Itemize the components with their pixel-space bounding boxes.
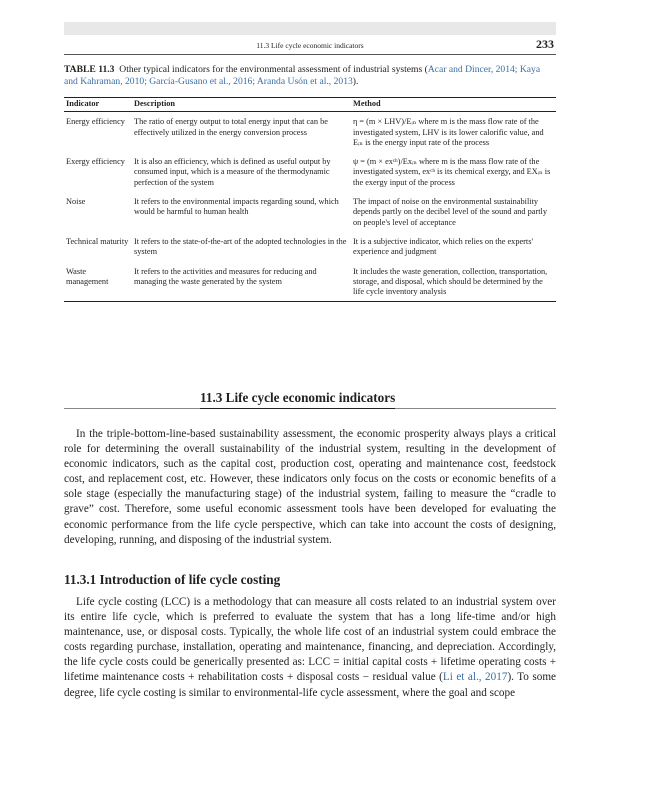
indicators-table [64, 97, 556, 302]
method-cell: It includes the waste generation, collection, transportation, storage, and disposal, which should be determined by the life cycle inventory analysis [351, 262, 556, 302]
caption-closing: ). [352, 75, 359, 87]
indicator-cell: Exergy efficiency [66, 157, 125, 167]
paragraph-citation[interactable]: Li et al., 2017 [442, 671, 508, 684]
running-title: 11.3 Life cycle economic indicators [256, 41, 364, 50]
table-row [64, 262, 556, 302]
body-paragraph-lcc [64, 595, 556, 701]
method-cell: It is a subjective indicator, which relies on the experts' experience and judgment [353, 236, 533, 257]
section-title: 11.3 Life cycle economic indicators [200, 390, 395, 409]
indicator-cell: Energy efficiency [66, 117, 125, 127]
indicator-cell: Waste management [64, 262, 132, 302]
description-cell: It refers to the activities and measures for reducing and managing the waste generated by the system [132, 262, 351, 302]
caption-citations[interactable]: Acar and Dincer, 2014; Kaya and Kahraman, 2010; García-Gusano et al., 2016; Aranda Usón et al., 2013 [64, 64, 541, 87]
method-cell: The impact of noise on the environmental sustainability depends partly on the decibel level of the sound and partly on people's level of acceptance [353, 197, 547, 227]
paragraph-text-end: ). To some degree, life cycle costing is similar to environmental-life cycle assessment, where the goal and scope [64, 671, 556, 699]
indicator-cell: Technical maturity [66, 236, 129, 246]
description-cell: The ratio of energy output to total energy input that can be effectively utilized in the energy conversion process [134, 117, 328, 137]
subsection-title: 11.3.1 Introduction of life cycle costing [64, 572, 281, 587]
page-number: 233 [536, 37, 554, 51]
running-header [64, 38, 556, 55]
method-cell: η = (m × LHV)/Eᵢₙ where m is the mass flow rate of the investigated system, LHV is its lower calorific value, and Eᵢₙ is the energy input rate of the process [353, 117, 544, 147]
description-cell: It refers to the environmental impacts regarding sound, which would be harmful to human health [134, 197, 339, 217]
table-label: TABLE 11.3 [64, 64, 115, 75]
body-paragraph: In the triple-bottom-line-based sustainability assessment, the economic prosperity always plays a critical role for determining the overall sustainability of the industrial system, resulting in the development of economic indicators, such as the capital cost, production cost, operating and maintenance cost, feedstock cost, and replacement cost, etc. However, these indicators only focus on the costs or economic benefits of a sole stage (especially the manufacturing stage) of the industrial system, failing to measure the “cradle to grave” cost. Therefore, some useful economic assessment tools have been developed for evaluating the economic performance from the life cycle perspective, which can take into account the costs of designing, developing, running, and disposing of the industrial system. [64, 428, 556, 546]
table-row [64, 232, 556, 262]
description-cell: It refers to the state-of-the-art of the adopted technologies in the system [134, 236, 347, 257]
method-cell: ψ = (m × exᶜʰ)/Exᵢₙ where m is the mass flow rate of the investigated system, exᶜʰ is its chemical exergy, and EXᵢₙ is the exergy input of the process [353, 157, 551, 187]
caption-text: Other typical indicators for the environmental assessment of industrial systems ( [119, 64, 428, 75]
table-caption [64, 64, 556, 87]
paragraph-text: Life cycle costing (LCC) is a methodology that can measure all costs related to an industrial system over its entire life cycle, which is preferred to evaluate the system that has a long life-time and/or high maintenance, use, or disposal costs. Typically, the whole life cost of an industrial system could embrace the costs regarding purchase, installation, operating and maintenance, financing, and depreciation. Accordingly, the life cycle costs could be generically presented as: LCC = initial capital costs + lifetime operating costs + lifetime maintenance costs + rehabilitation costs + disposal costs − residual value ( [64, 596, 556, 684]
header-method: Method [351, 98, 556, 112]
table-header-row [64, 98, 556, 112]
indicator-cell: Noise [66, 197, 86, 207]
header-indicator: Indicator [64, 98, 132, 112]
table-row [64, 112, 556, 152]
header-band [64, 22, 556, 35]
table-row [64, 152, 556, 192]
description-cell: It is also an efficiency, which is defined as useful output by consumed input, which is a measure of the thermodynamic perfection of the system [134, 157, 331, 187]
table-row [64, 192, 556, 232]
header-description: Description [132, 98, 351, 112]
